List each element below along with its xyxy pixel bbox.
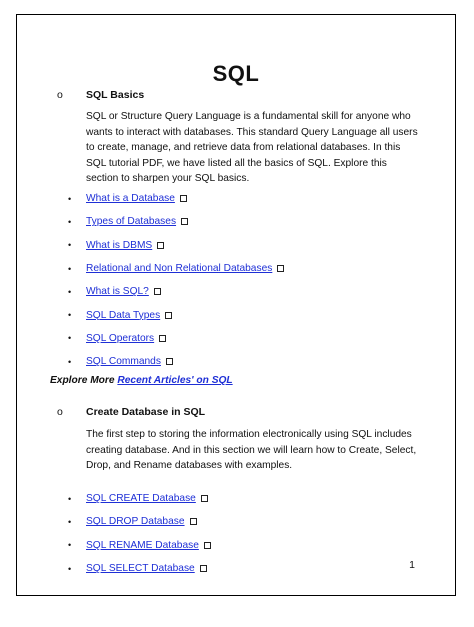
explore-more-line: [50, 375, 233, 386]
page-number: 1: [409, 559, 415, 571]
checkbox-icon: [201, 495, 208, 502]
section-heading-text: SQL Basics: [86, 89, 145, 101]
checkbox-icon: [204, 542, 211, 549]
link-recent-articles[interactable]: Recent Articles' on SQL: [117, 375, 233, 386]
section-heading-create-database: [57, 406, 205, 418]
list-item: [68, 234, 284, 257]
section-heading-sql-basics: [57, 89, 144, 101]
checkbox-icon: [181, 218, 188, 225]
link-sql-drop-database[interactable]: SQL DROP Database: [86, 516, 185, 528]
link-what-is-sql[interactable]: What is SQL?: [86, 286, 149, 298]
checkbox-icon: [277, 265, 284, 272]
bullet: •: [68, 493, 72, 504]
list-item: [68, 350, 284, 373]
link-sql-data-types[interactable]: SQL Data Types: [86, 309, 161, 321]
bullet: •: [68, 516, 72, 527]
list-item: [68, 280, 284, 303]
link-what-is-dbms[interactable]: What is DBMS: [86, 239, 153, 251]
list-item: [68, 557, 211, 580]
checkbox-icon: [200, 565, 207, 572]
link-relational-non-relational[interactable]: Relational and Non Relational Databases: [86, 263, 273, 275]
bullet: •: [68, 310, 72, 321]
list-item: [68, 534, 211, 557]
checkbox-icon: [166, 358, 173, 365]
list-item: [68, 210, 284, 233]
bullet: •: [68, 193, 72, 204]
list-item: [68, 487, 211, 510]
link-sql-select-database[interactable]: SQL SELECT Database: [86, 563, 195, 575]
link-types-of-databases[interactable]: Types of Databases: [86, 216, 177, 228]
bullet: •: [68, 263, 72, 274]
bullet: •: [68, 563, 72, 574]
checkbox-icon: [157, 242, 164, 249]
link-what-is-a-database[interactable]: What is a Database: [86, 193, 175, 205]
list-item: [68, 257, 284, 280]
link-sql-rename-database[interactable]: SQL RENAME Database: [86, 539, 199, 551]
checkbox-icon: [165, 312, 172, 319]
section-heading-text: Create Database in SQL: [86, 406, 206, 418]
bullet: •: [68, 540, 72, 551]
link-list-create-database: [68, 487, 211, 580]
link-sql-commands[interactable]: SQL Commands: [86, 356, 161, 368]
explore-prefix: Explore More: [50, 375, 118, 386]
document-page: [16, 14, 456, 596]
link-sql-create-database[interactable]: SQL CREATE Database: [86, 493, 196, 505]
section-paragraph: SQL or Structure Query Language is a fundamental skill for anyone who wants to interact with databases. This standard Query Language all users to create, manage, and retrieve data from relational databases. In this SQL tutorial PDF, we have listed all the basics of SQL. Explore this section to sharpen your SQL basics.: [86, 111, 418, 184]
bullet: •: [68, 286, 72, 297]
bullet: •: [68, 356, 72, 367]
bullet: •: [68, 333, 72, 344]
bullet: •: [68, 216, 72, 227]
checkbox-icon: [190, 518, 197, 525]
list-item: [68, 327, 284, 350]
list-item: [68, 187, 284, 210]
section-paragraph: The first step to storing the information electronically using SQL includes creating database. And in this section we will learn how to Create, Select, Drop, and Rename databases with examples.: [86, 429, 417, 471]
section-marker: o: [57, 89, 63, 101]
checkbox-icon: [180, 195, 187, 202]
bullet: •: [68, 240, 72, 251]
link-list-sql-basics: [68, 187, 284, 373]
section-marker: o: [57, 406, 63, 418]
list-item: [68, 510, 211, 533]
list-item: [68, 303, 284, 326]
page-title: SQL: [212, 61, 260, 86]
checkbox-icon: [154, 288, 161, 295]
link-sql-operators[interactable]: SQL Operators: [86, 332, 155, 344]
checkbox-icon: [159, 335, 166, 342]
